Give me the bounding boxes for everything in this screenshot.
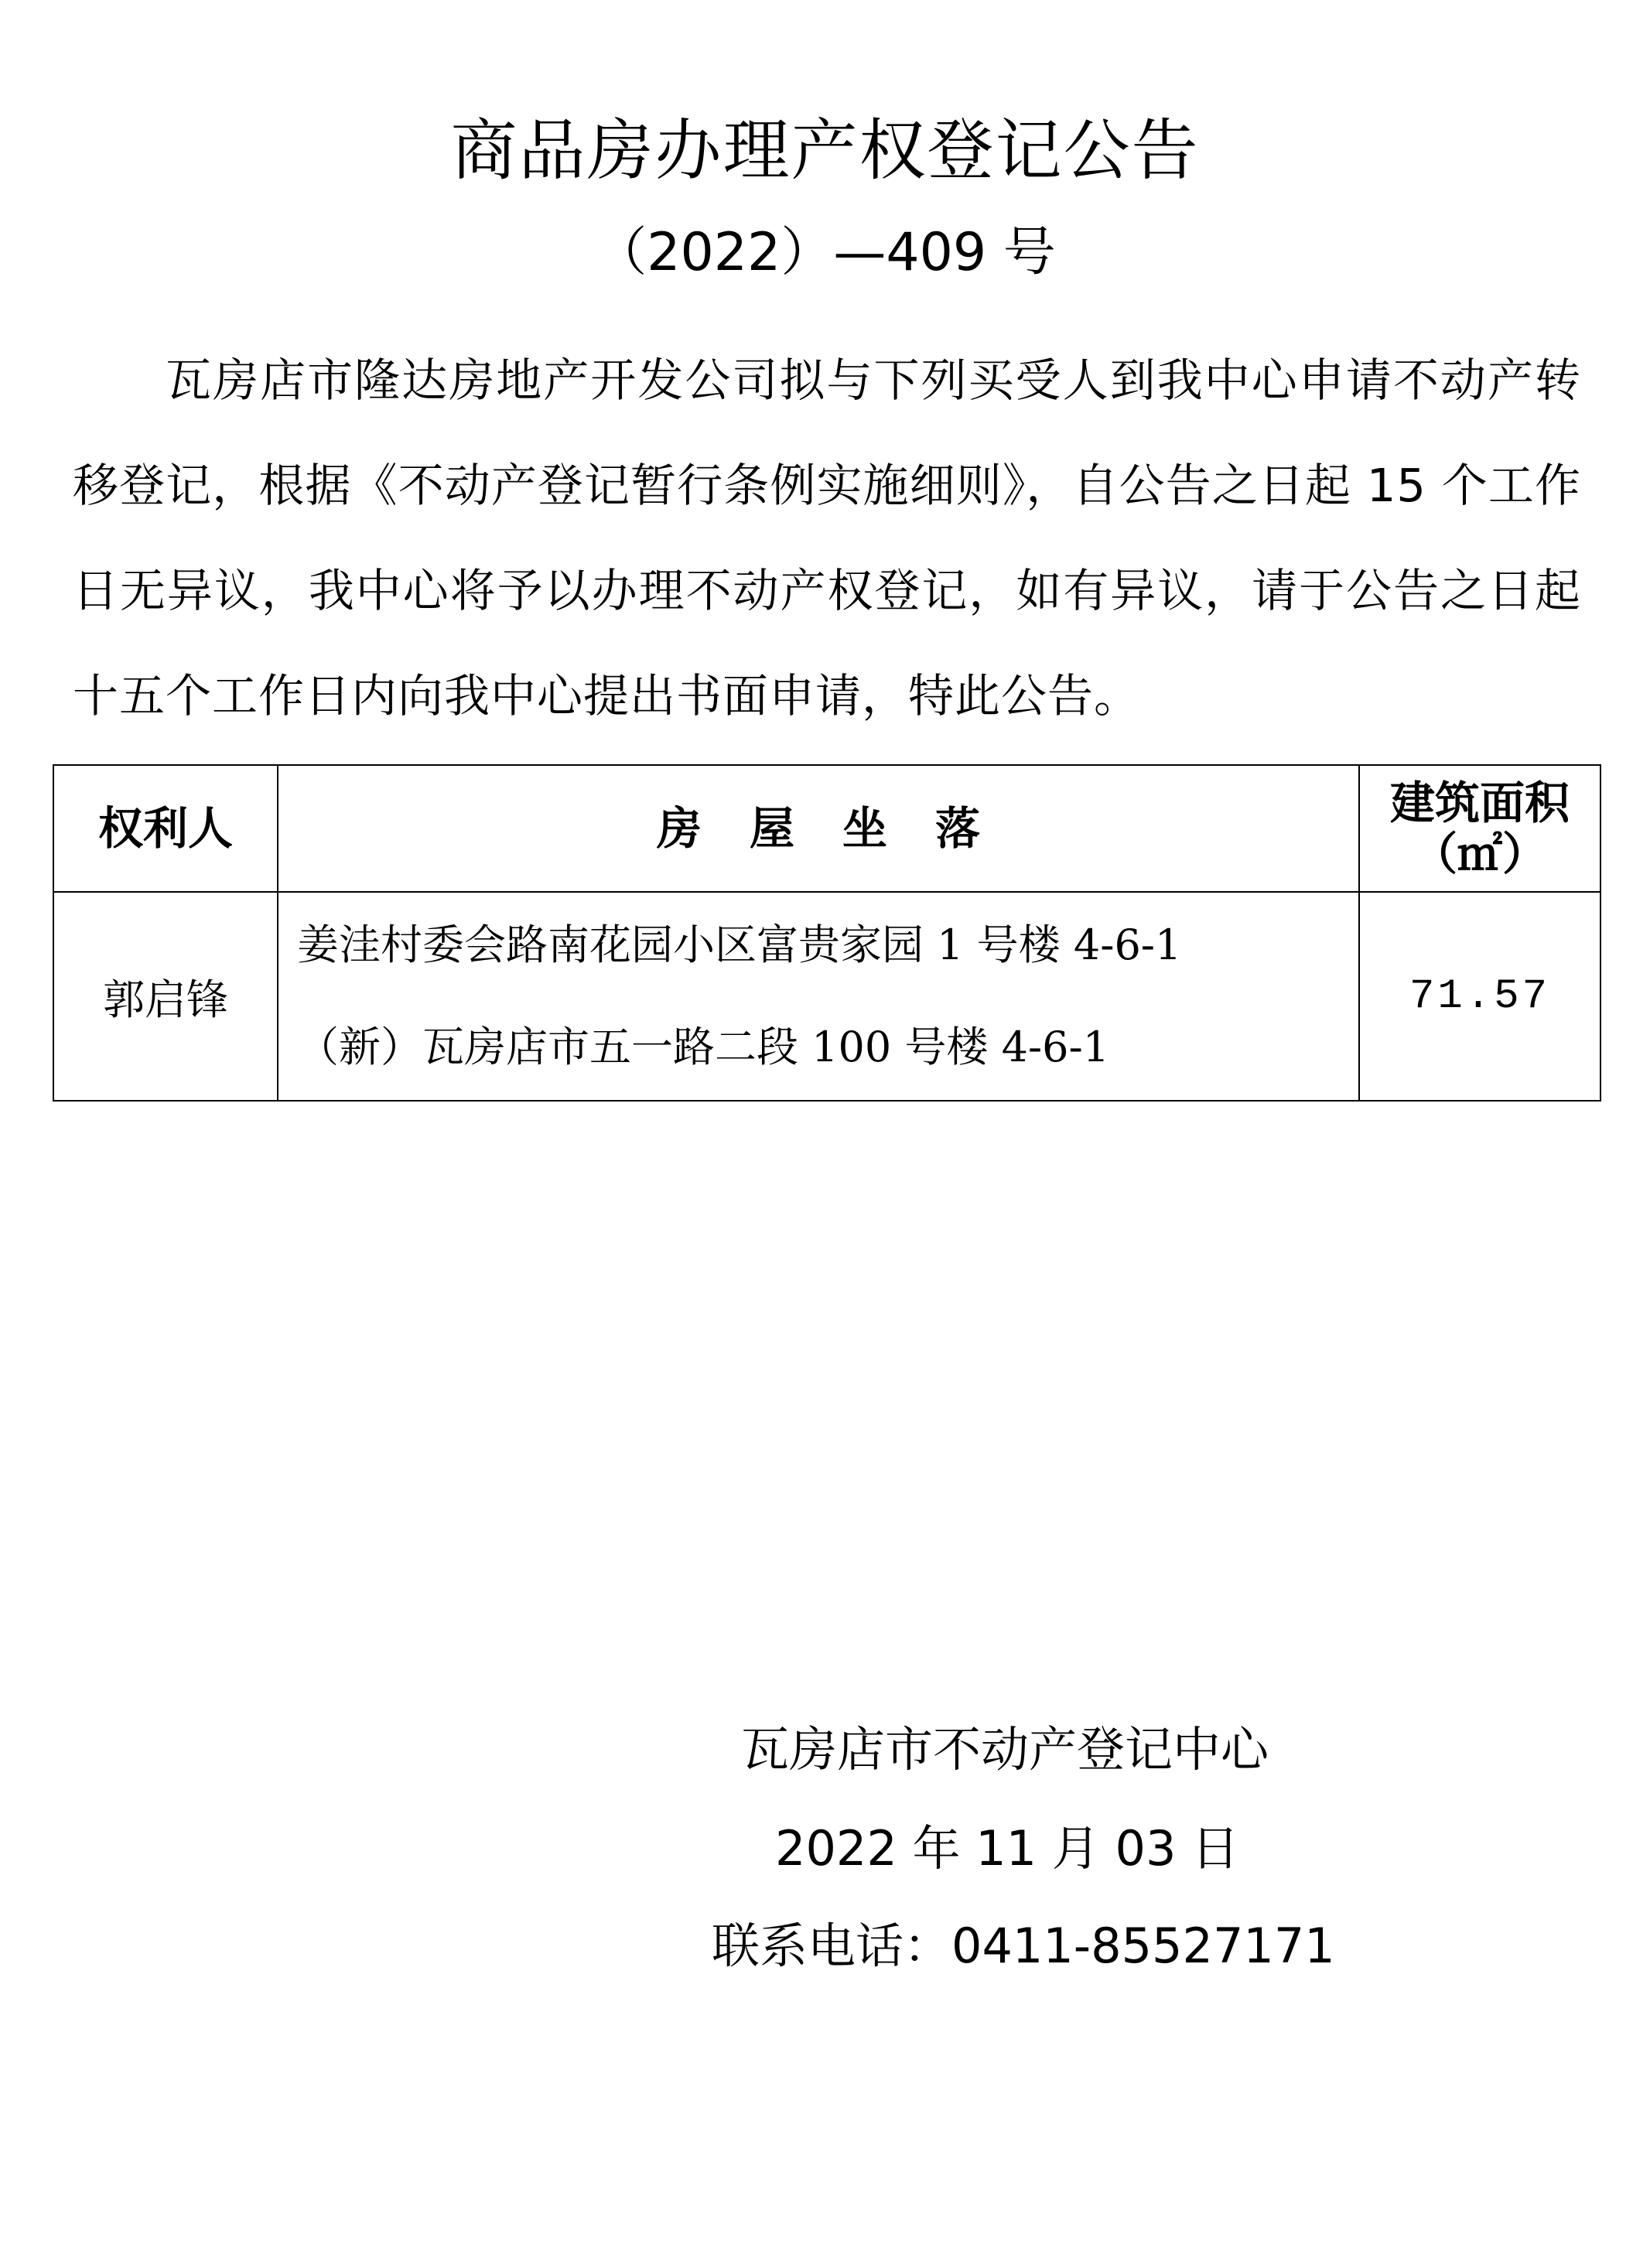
header-area xyxy=(1359,765,1600,892)
notice-title: 商品房办理产权登记公告 xyxy=(450,112,1200,190)
table-row xyxy=(53,892,1600,1101)
header-address: 房屋坐落 xyxy=(278,765,1359,892)
notice-body: 瓦房店市隆达房地产开发公司拟与下列买受人到我中心申请不动产转移登记，根据《不动产登记暂行条例实施细则》，自公告之日起 15 个工作日无异议，我中心将予以办理不动产权登记，如有异议，请于公告之日起十五个工作日内向我中心提出书面申请，特此公告。 xyxy=(73,354,1581,722)
notice-number: （2022）—409 号 xyxy=(594,222,1056,283)
issue-date: 2022 年 11 月 03 日 xyxy=(775,1820,1240,1877)
address-cell xyxy=(278,892,1359,1101)
issuing-organization: 瓦房店市不动产登记中心 xyxy=(741,1721,1269,1778)
header-owner: 权利人 xyxy=(53,765,278,892)
address-old: 姜洼村委会路南花园小区富贵家园 1 号楼 4-6-1 xyxy=(297,921,1182,969)
header-area-label: 建筑面积 xyxy=(1389,777,1570,829)
owner-cell: 郭启锋 xyxy=(53,892,278,1101)
address-new: （新）瓦房店市五一路二段 100 号楼 4-6-1 xyxy=(297,1023,1110,1071)
table-header-row xyxy=(53,765,1600,892)
registration-table xyxy=(53,764,1601,1102)
header-area-unit: （㎡） xyxy=(1412,828,1547,880)
area-cell: 71.57 xyxy=(1359,892,1600,1101)
contact-phone: 联系电话：0411-85527171 xyxy=(712,1918,1335,1974)
